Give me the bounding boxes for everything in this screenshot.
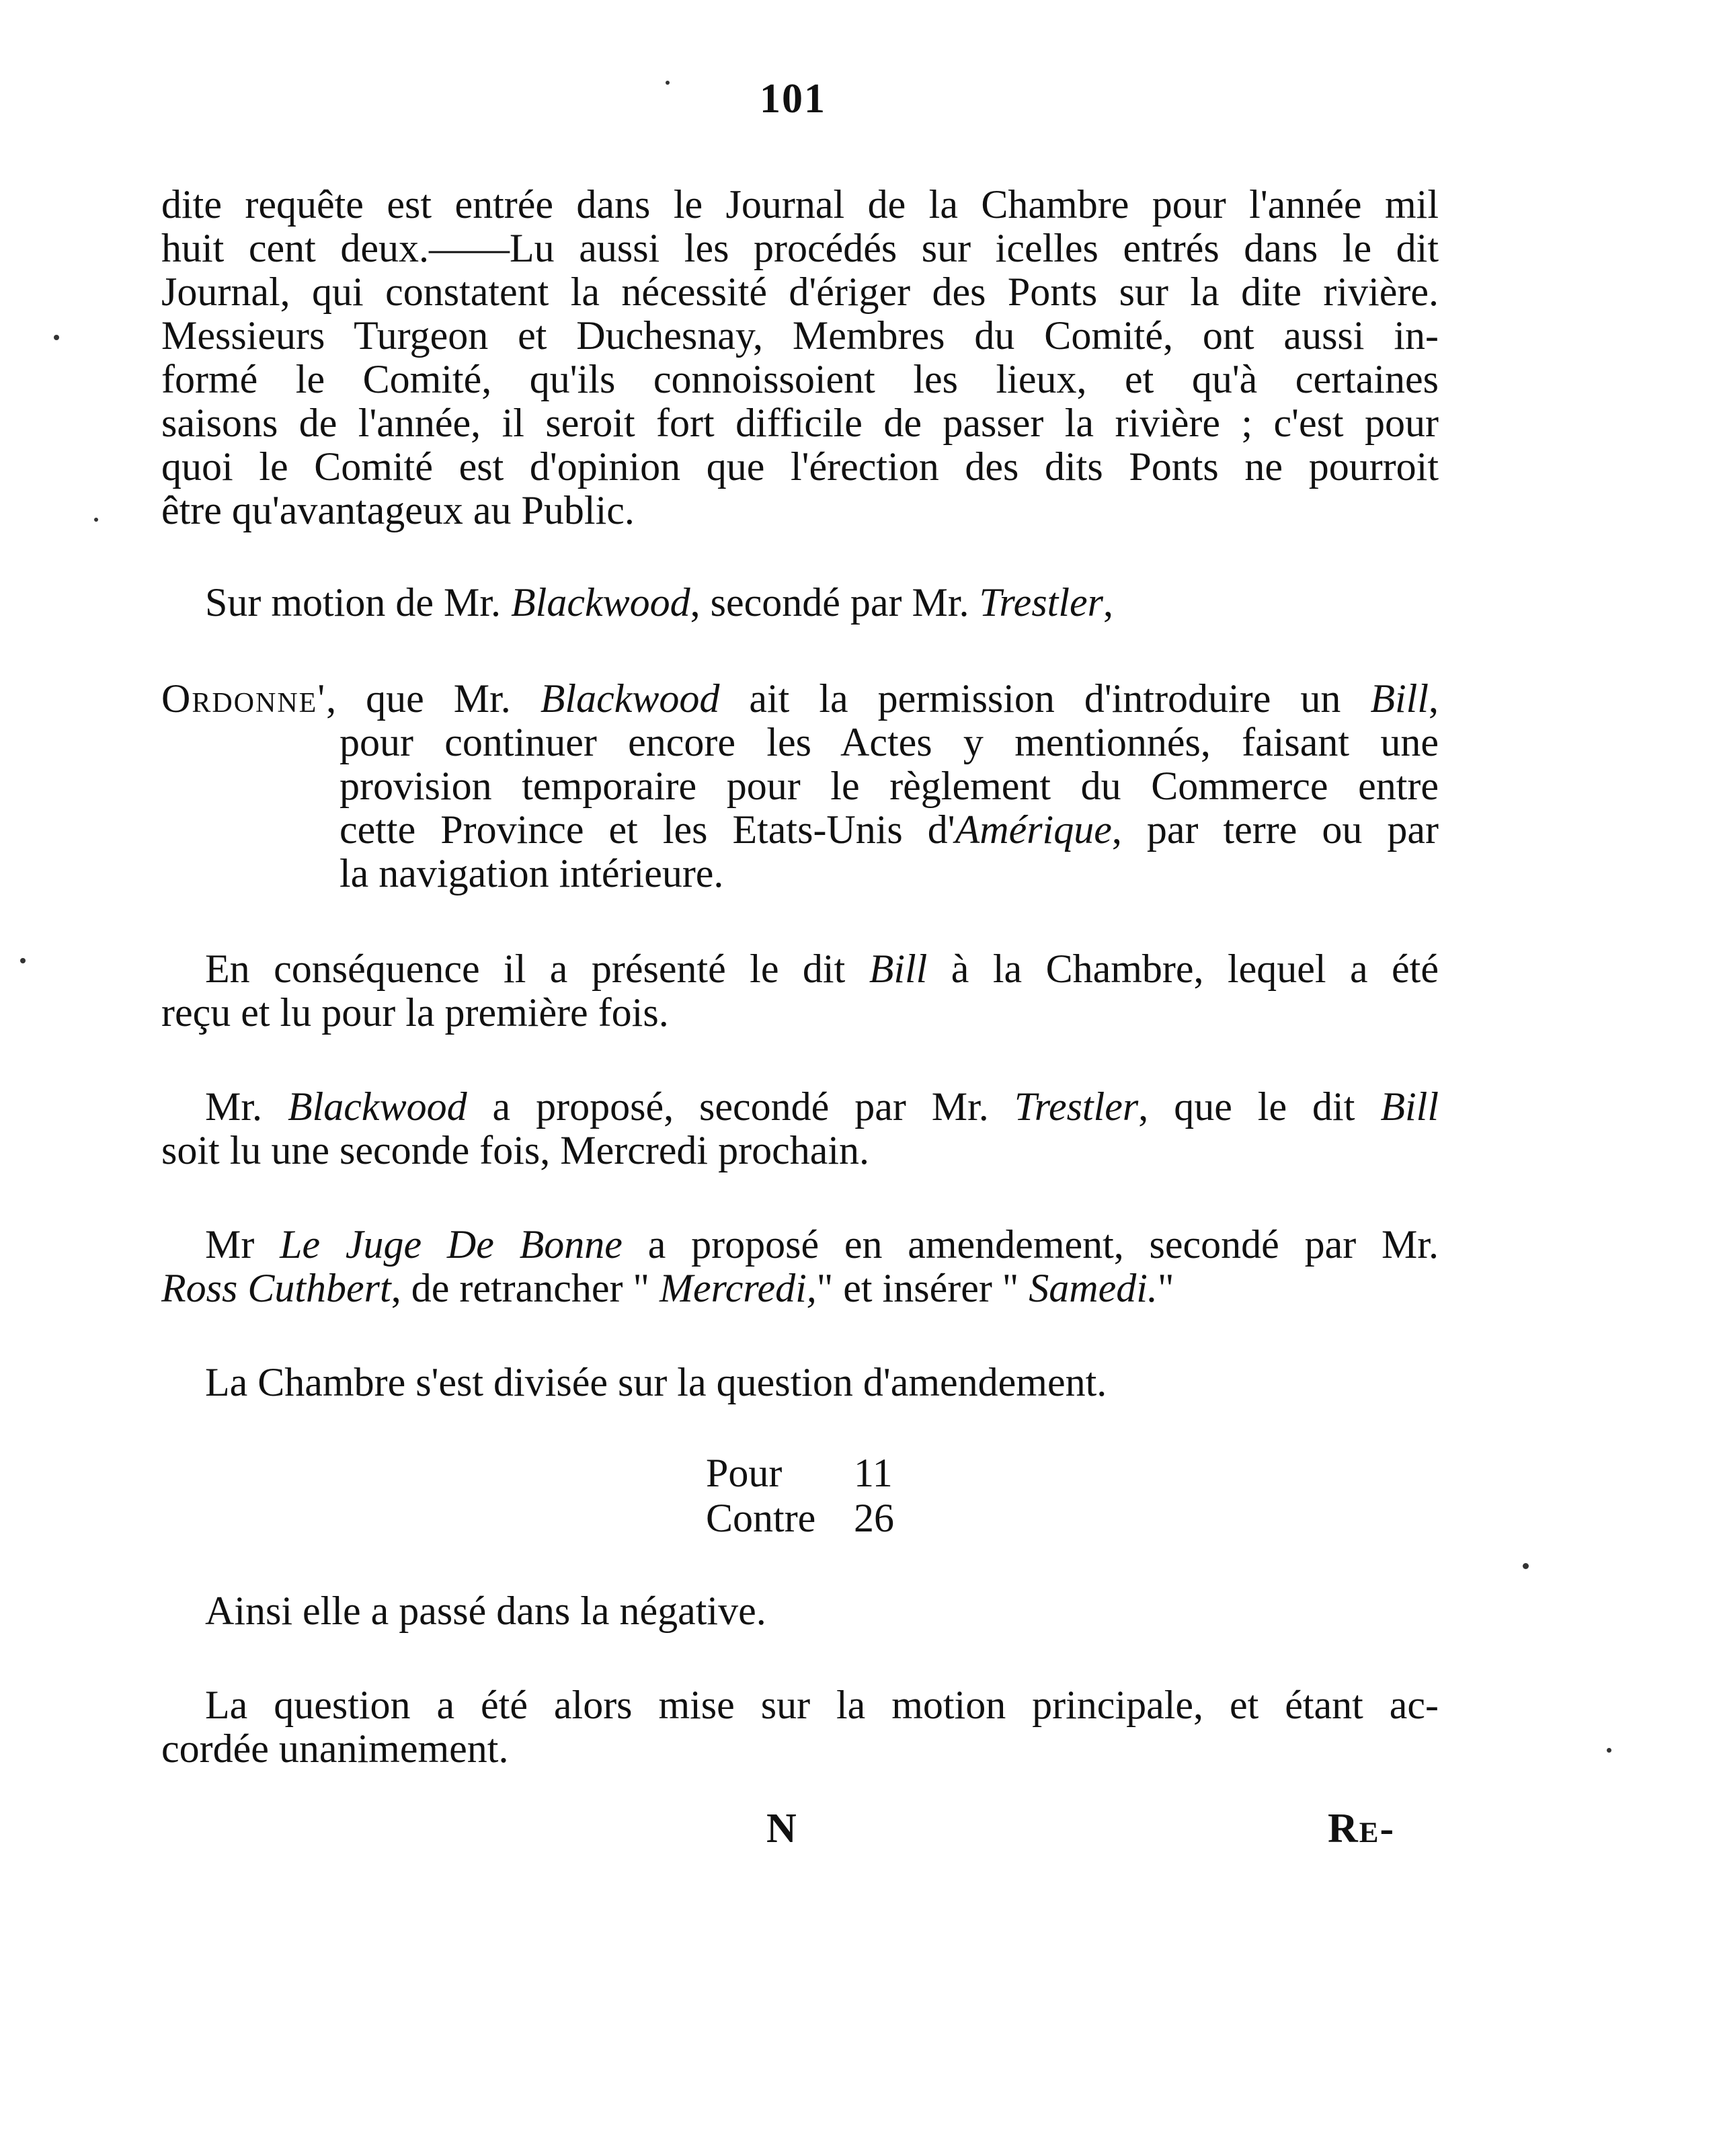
scan-speck — [94, 518, 98, 522]
name-de-bonne: Le Juge De Bonne — [280, 1222, 623, 1267]
text-run: Mr — [205, 1222, 280, 1267]
text-run: " — [1157, 1266, 1174, 1310]
text-line: La question a été alors mise sur la motion principale, et étant ac- — [205, 1683, 1439, 1727]
text-run: , que Mr. — [326, 676, 541, 721]
scan-speck — [1607, 1748, 1611, 1753]
text-line: reçu et lu pour la première fois. — [161, 990, 669, 1035]
text-line: provision temporaire pour le règlement du Commerce entre — [339, 764, 1439, 808]
ordonne-word: Ordonne' — [161, 676, 327, 721]
text-line: dite requête est entrée dans le Journal de la Chambre pour l'année mil — [161, 182, 1439, 227]
paragraph-negative: Ainsi elle a passé dans la négative. — [205, 1589, 766, 1633]
text-line: la navigation intérieure. — [339, 851, 724, 895]
vote-count: 26 — [854, 1496, 894, 1540]
vote-label: Pour — [706, 1451, 783, 1495]
text-run: a proposé en amendement, secondé par Mr. — [622, 1222, 1439, 1267]
scan-speck — [20, 958, 26, 963]
paragraph-motion — [205, 578, 1482, 627]
text-line: soit lu une seconde fois, Mercredi prochain. — [161, 1128, 870, 1172]
text-line: huit cent deux.——Lu aussi les procédés sur icelles entrés dans le dit — [161, 226, 1439, 270]
text-line: pour continuer encore les Actes y mentionnés, faisant une — [339, 720, 1439, 764]
samedi-word: Samedi. — [1029, 1266, 1158, 1310]
text-line: formé le Comité, qu'ils connoissoient les lieux, et qu'à certaines — [161, 357, 1439, 401]
name-blackwood: Blackwood — [511, 580, 690, 625]
text-run: , que le dit — [1138, 1084, 1381, 1129]
bill-word: Bill — [1380, 1084, 1439, 1129]
text-run: , — [1429, 676, 1439, 721]
text-line — [339, 805, 1439, 854]
text-line: saisons de l'année, il seroit fort difficile de passer la rivière ; c'est pour — [161, 401, 1439, 445]
scan-speck — [54, 335, 59, 340]
catchword: Re- — [1328, 1806, 1396, 1851]
text-line: Messieurs Turgeon et Duchesnay, Membres du Comité, ont aussi in- — [161, 313, 1439, 358]
text-run: ait la permission d'introduire un — [719, 676, 1371, 721]
signature-mark: N — [766, 1806, 797, 1851]
bill-word: Bill — [1370, 676, 1429, 721]
name-blackwood: Blackwood — [540, 676, 720, 721]
text-line: quoi le Comité est d'opinion que l'érection des dits Ponts ne pourroit — [161, 444, 1439, 489]
text-run: , secondé par Mr. — [690, 580, 980, 625]
text-line — [205, 1082, 1439, 1131]
text-line: être qu'avantageux au Public. — [161, 488, 635, 532]
bill-word: Bill — [869, 947, 928, 991]
name-trestler: Trestler — [979, 580, 1103, 625]
text-run: Mr. — [205, 1084, 288, 1129]
text-run: à la Chambre, lequel a été — [927, 947, 1439, 991]
vote-label: Contre — [706, 1496, 816, 1540]
text-line — [205, 1220, 1439, 1269]
text-run: Sur motion de Mr. — [205, 580, 512, 625]
amerique-word: Amérique — [955, 807, 1112, 852]
paragraph-division: La Chambre s'est divisée sur la question d'amendement. — [205, 1360, 1107, 1404]
scan-speck — [1523, 1563, 1529, 1569]
text-line: cordée unanimement. — [161, 1726, 509, 1771]
vote-row-contre — [706, 1494, 894, 1542]
text-line — [205, 945, 1439, 993]
text-run: En conséquence il a présenté le dit — [205, 947, 869, 991]
text-line: Journal, qui constatent la nécessité d'ériger des Ponts sur la dite rivière. — [161, 270, 1439, 314]
vote-count: 11 — [854, 1451, 893, 1495]
text-run: a proposé, secondé par Mr. — [467, 1084, 1014, 1129]
mercredi-word: Mercredi, — [659, 1266, 817, 1310]
text-run: cette Province et les Etats-Unis d' — [339, 807, 955, 852]
name-trestler: Trestler — [1014, 1084, 1139, 1129]
text-run: " et insérer " — [816, 1266, 1029, 1310]
text-line — [161, 1264, 1439, 1312]
name-cuthbert: Ross Cuthbert — [161, 1266, 391, 1310]
text-run: , par terre ou par — [1111, 807, 1439, 852]
vote-row-pour — [706, 1449, 893, 1497]
name-blackwood: Blackwood — [287, 1084, 467, 1129]
text-run: , — [1103, 580, 1113, 625]
text-run: , de retrancher " — [391, 1266, 659, 1310]
page-number: 101 — [760, 76, 826, 122]
text-line — [161, 674, 1439, 723]
scan-speck — [666, 81, 670, 85]
